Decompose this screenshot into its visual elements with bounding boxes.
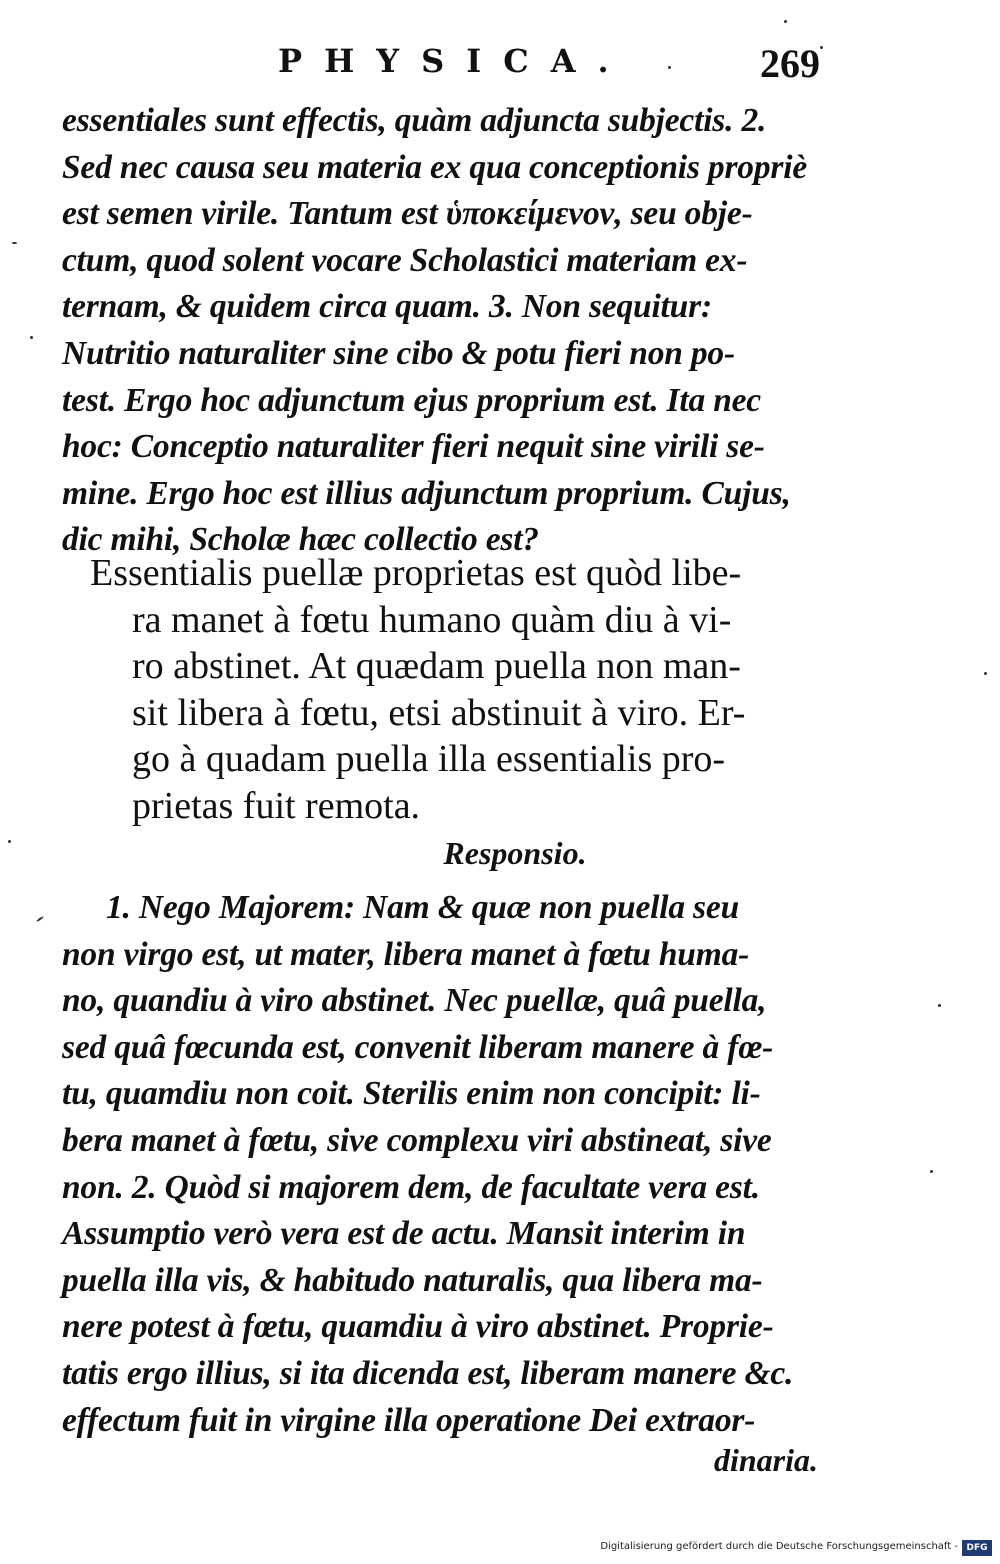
text-line: hoc: Conceptio naturaliter fieri nequit sine virili se- [62,428,765,466]
text-line: ra manet à fœtu humano quàm diu à vi- [132,598,732,641]
text-line: est semen virile. Tantum est ὑποκείμενον, seu obje- [62,195,753,233]
text-line: no, quandiu à viro abstinet. Nec puellæ, quâ puella, [62,982,767,1020]
catchword: dinaria. [713,1442,818,1478]
text-line: mine. Ergo hoc est illius adjunctum proprium. Cujus, [62,474,791,512]
dfg-logo: DFG [962,1540,992,1556]
text-line: Sed nec causa seu materia ex qua conceptionis propriè [62,148,807,186]
scan-speck [820,46,823,49]
text-line: ctum, quod solent vocare Scholastici materiam ex- [62,241,748,279]
running-title: PHYSICA. [278,42,631,80]
text-line: Nutritio naturaliter sine cibo & potu fieri non po- [62,334,735,372]
scan-speck [30,336,33,339]
text-line: Essentialis puellæ proprietas est quòd libe- [90,552,742,594]
text-line: tu, quamdiu non coit. Sterilis enim non concipit: li- [62,1075,761,1113]
text-line: non virgo est, ut mater, libera manet à fœtu huma- [62,935,750,973]
scan-speck [8,840,11,843]
scan-speck [36,916,44,922]
text-line: effectum fuit in virgine illa operatione Dei extraor- [62,1401,756,1439]
text-line: test. Ergo hoc adjunctum ejus proprium est. Ita nec [62,381,761,419]
scan-speck [784,20,787,23]
text-line: 1. Nego Majorem: Nam & quæ non puella seu [106,889,739,926]
text-line: ternam, & quidem circa quam. 3. Non sequitur: [62,288,712,326]
text-line: bera manet à fœtu, sive complexu viri abstineat, sive [62,1121,772,1159]
scan-speck [668,66,671,69]
scan-speck [938,1004,941,1007]
text-line: dic mihi, Scholæ hæc collectio est? [62,521,539,559]
text-line: Assumptio verò vera est de actu. Mansit interim in [62,1215,746,1253]
responsio-heading: Responsio. [443,835,587,871]
scan-speck [12,242,17,244]
running-head [60,42,820,90]
page-number: 269 [760,41,820,86]
text-line: sed quâ fœcunda est, convenit liberam manere à fœ- [62,1028,774,1066]
scan-speck [930,1170,933,1173]
upper-italic-paragraph [62,98,812,564]
text-line: prietas fuit remota. [132,784,421,827]
text-line: go à quadam puella illa essentialis pro- [132,738,726,780]
text-line: ro abstinet. At quædam puella non man- [132,645,741,687]
text-line: sit libera à fœtu, etsi abstinuit à viro. Er- [132,691,746,734]
text-line: puella illa vis, & habitudo naturalis, qua libera ma- [62,1261,763,1299]
text-line: tatis ergo illius, si ita dicenda est, liberam manere &c. [62,1354,794,1392]
text-line: nere potest à fœtu, quamdiu à viro abstinet. Proprie- [62,1308,774,1346]
responsio-paragraph [62,885,812,1444]
text-line: essentiales sunt effectis, quàm adjuncta subjectis. 2. [62,102,767,139]
text-line: non. 2. Quòd si majorem dem, de facultate vera est. [62,1168,760,1206]
scan-speck [984,672,987,675]
proposition-paragraph [90,550,820,829]
digitization-credit: Digitalisierung gefördert durch die Deutsche Forschungsgemeinschaft - [600,1541,958,1552]
